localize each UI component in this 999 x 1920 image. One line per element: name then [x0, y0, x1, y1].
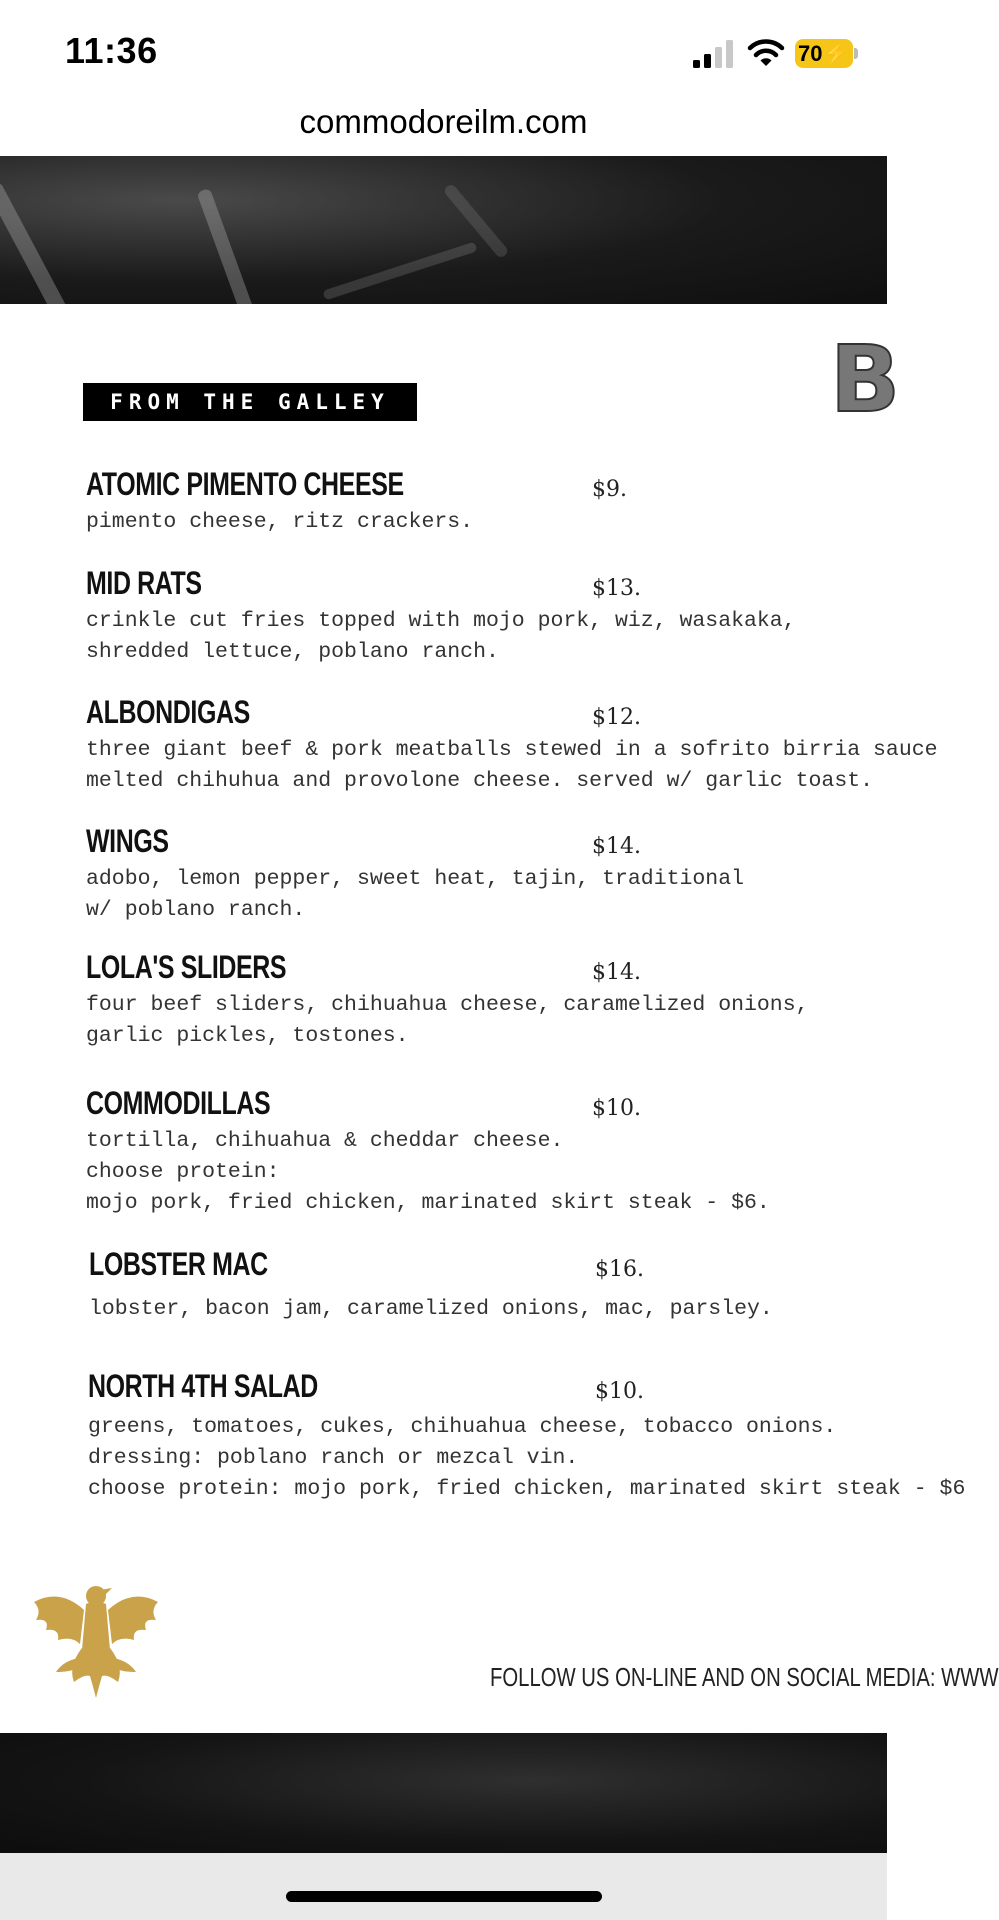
item-desc-line: crinkle cut fries topped with mojo pork, wiz, wasakaka, [86, 609, 796, 633]
item-desc-line: pimento cheese, ritz crackers. [86, 510, 474, 534]
item-price: $10. [595, 1379, 644, 1404]
home-indicator[interactable] [286, 1891, 602, 1902]
item-desc-line: mojo pork, fried chicken, marinated skirt steak - $6. [86, 1191, 770, 1215]
item-desc-line: w/ poblano ranch. [86, 898, 306, 922]
item-price: $14. [592, 834, 641, 859]
item-desc-line: dressing: poblano ranch or mezcal vin. [88, 1446, 579, 1470]
header-banner-image [0, 156, 887, 304]
banner-streak [0, 181, 70, 321]
item-price: $10. [592, 1096, 641, 1121]
battery-icon [795, 39, 853, 68]
item-name: LOLA'S SLIDERS [86, 949, 287, 985]
item-desc-line: tortilla, chihuahua & cheddar cheese. [86, 1129, 564, 1153]
item-price: $14. [592, 960, 641, 985]
footer-banner-image [0, 1733, 887, 1853]
item-name: COMMODILLAS [86, 1085, 271, 1121]
side-letter: B [830, 326, 901, 433]
banner-streak [322, 242, 477, 301]
home-area [0, 1853, 887, 1920]
item-desc-line: adobo, lemon pepper, sweet heat, tajin, traditional [86, 867, 745, 891]
item-price: $16. [595, 1257, 644, 1282]
item-name: ALBONDIGAS [86, 694, 250, 730]
item-desc-line: three giant beef & pork meatballs stewed in a sofrito birria sauce [86, 738, 938, 762]
item-name: ATOMIC PIMENTO CHEESE [86, 466, 404, 502]
social-media-footer: FOLLOW US ON-LINE AND ON SOCIAL MEDIA: WWW [490, 1662, 999, 1692]
item-desc-line: garlic pickles, tostones. [86, 1024, 409, 1048]
item-desc-line: choose protein: mojo pork, fried chicken, marinated skirt steak - $6 [88, 1477, 966, 1501]
signal-icon [693, 40, 741, 68]
item-desc-line: choose protein: [86, 1160, 280, 1184]
charging-bolt-icon: ⚡ [822, 40, 850, 66]
item-price: $12. [592, 705, 641, 730]
eagle-logo-icon [20, 1580, 172, 1700]
item-price: $13. [592, 576, 641, 601]
item-name: NORTH 4TH SALAD [88, 1368, 318, 1404]
item-desc-line: melted chihuhua and provolone cheese. served w/ garlic toast. [86, 769, 874, 793]
section-title: FROM THE GALLEY [83, 383, 417, 421]
wifi-icon [748, 38, 784, 68]
item-price: $9. [592, 477, 627, 502]
item-desc-line: greens, tomatoes, cukes, chihuahua cheese, tobacco onions. [88, 1415, 837, 1439]
item-name: WINGS [86, 823, 169, 859]
battery-tip [854, 48, 858, 59]
status-time: 11:36 [65, 30, 158, 71]
url-bar[interactable]: commodoreilm.com [299, 103, 588, 140]
item-name: LOBSTER MAC [89, 1246, 268, 1282]
battery-level: 70 [798, 40, 823, 66]
item-desc-line: four beef sliders, chihuahua cheese, caramelized onions, [86, 993, 809, 1017]
item-desc-line: lobster, bacon jam, caramelized onions, mac, parsley. [89, 1297, 773, 1321]
item-desc-line: shredded lettuce, poblano ranch. [86, 640, 499, 664]
status-bar [0, 0, 887, 100]
item-name: MID RATS [86, 565, 202, 601]
